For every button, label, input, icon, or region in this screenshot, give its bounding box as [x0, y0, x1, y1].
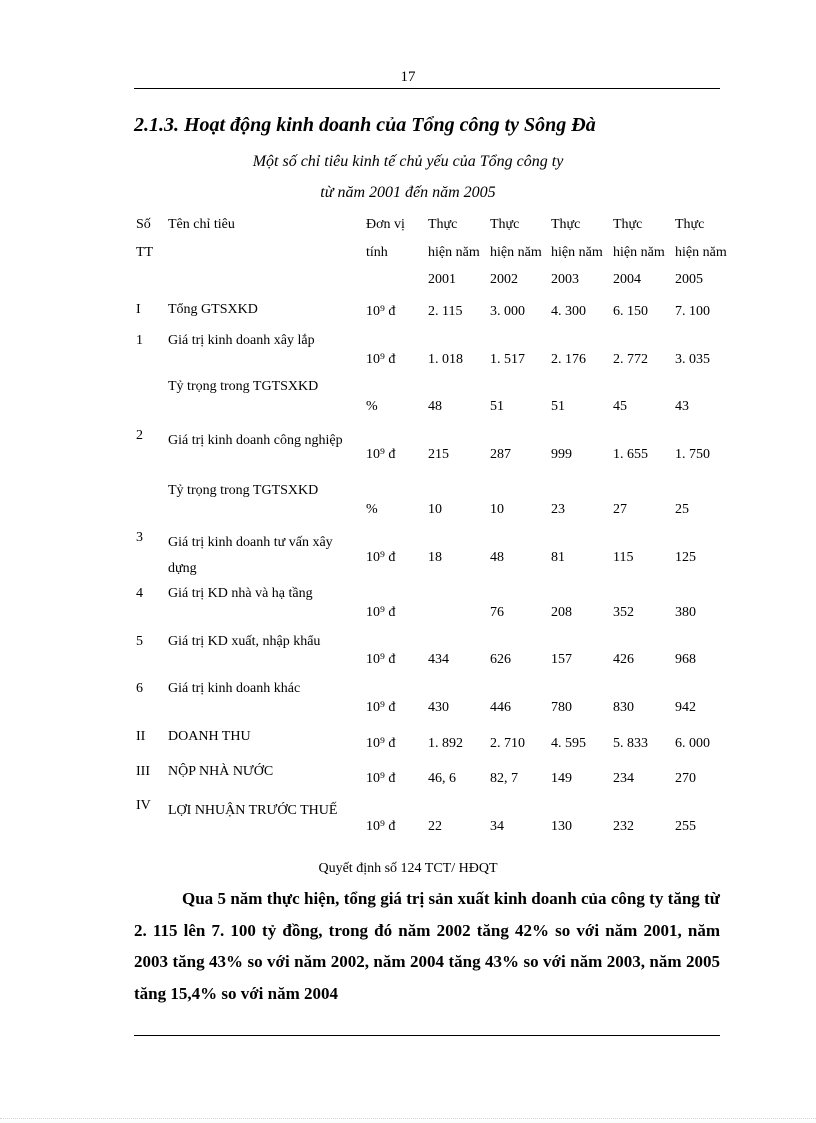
section-heading: 2.1.3. Hoạt động kinh doanh của Tổng công ty Sông Đà	[134, 114, 596, 136]
row-value: 1. 750	[675, 447, 710, 462]
row-indicator-name: Giá trị KD nhà và hạ tầng	[168, 586, 313, 601]
row-value: 434	[428, 652, 449, 667]
row-value: 3. 000	[490, 304, 525, 319]
row-value: 46, 6	[428, 771, 456, 786]
row-value: 6. 150	[613, 304, 648, 319]
row-value: 352	[613, 605, 634, 620]
header-year-label: Thực	[428, 217, 458, 232]
row-value: 51	[490, 399, 504, 414]
row-value: 4. 595	[551, 736, 586, 751]
header-year: 2001	[428, 272, 456, 287]
header-year-label: Thực	[675, 217, 705, 232]
row-value: 10	[490, 502, 504, 517]
row-stt: 1	[136, 333, 143, 348]
header-year-label: hiện năm	[428, 245, 480, 260]
row-stt: 3	[136, 530, 143, 545]
row-indicator-name: Tổng GTSXKD	[168, 302, 258, 317]
row-value: 6. 000	[675, 736, 710, 751]
row-value: 48	[490, 550, 504, 565]
row-value: 149	[551, 771, 572, 786]
row-value: 1. 892	[428, 736, 463, 751]
row-value: 426	[613, 652, 634, 667]
page-number: 17	[400, 69, 416, 85]
row-value: 34	[490, 819, 504, 834]
row-value: 287	[490, 447, 511, 462]
row-stt: II	[136, 729, 146, 744]
row-unit: %	[366, 502, 378, 517]
header-year-label: hiện năm	[551, 245, 603, 260]
header-unit: tính	[366, 245, 388, 260]
row-indicator-name: Tỷ trọng trong TGTSXKD	[168, 483, 319, 498]
header-year: 2005	[675, 272, 703, 287]
row-value: 125	[675, 550, 696, 565]
header-year-label: hiện năm	[613, 245, 665, 260]
row-unit: 10⁹ đ	[366, 819, 396, 834]
row-value: 2. 115	[428, 304, 463, 319]
row-stt: 2	[136, 428, 143, 443]
row-value: 130	[551, 819, 572, 834]
header-year: 2004	[613, 272, 641, 287]
row-value: 76	[490, 605, 504, 620]
header-year-label: hiện năm	[490, 245, 542, 260]
row-indicator-name: LỢI NHUẬN TRƯỚC THUẾ	[168, 803, 338, 818]
row-unit: 10⁹ đ	[366, 771, 396, 786]
row-value: 942	[675, 700, 696, 715]
row-indicator-name: Giá trị kinh doanh công nghiệp	[168, 433, 343, 448]
row-unit: 10⁹ đ	[366, 550, 396, 565]
row-value: 830	[613, 700, 634, 715]
row-value: 3. 035	[675, 352, 710, 367]
row-value: 115	[613, 550, 634, 565]
row-value: 2. 176	[551, 352, 586, 367]
row-value: 1. 655	[613, 447, 648, 462]
row-indicator-name: NỘP NHÀ NƯỚC	[168, 764, 274, 779]
row-value: 430	[428, 700, 449, 715]
row-value: 157	[551, 652, 572, 667]
row-indicator-name: Tỷ trọng trong TGTSXKD	[168, 379, 319, 394]
row-value: 380	[675, 605, 696, 620]
row-value: 1. 018	[428, 352, 463, 367]
row-value: 23	[551, 502, 565, 517]
row-value: 999	[551, 447, 572, 462]
row-value: 81	[551, 550, 565, 565]
row-stt: 4	[136, 586, 143, 601]
row-indicator-name: DOANH THU	[168, 729, 251, 744]
header-year-label: Thực	[613, 217, 643, 232]
row-stt: 6	[136, 681, 143, 696]
header-stt: Số	[136, 217, 151, 232]
table-caption-line1: Một số chỉ tiêu kinh tế chủ yếu của Tổng công ty	[252, 153, 564, 170]
row-value: 2. 772	[613, 352, 648, 367]
row-value: 780	[551, 700, 572, 715]
row-value: 2. 710	[490, 736, 525, 751]
row-unit: 10⁹ đ	[366, 700, 396, 715]
source-note: Quyết định số 124 TCT/ HĐQT	[318, 861, 498, 876]
row-unit: %	[366, 399, 378, 414]
row-stt: III	[136, 764, 150, 779]
row-unit: 10⁹ đ	[366, 605, 396, 620]
header-year: 2002	[490, 272, 518, 287]
row-value: 27	[613, 502, 627, 517]
row-value: 1. 517	[490, 352, 525, 367]
row-value: 48	[428, 399, 442, 414]
header-year-label: hiện năm	[675, 245, 727, 260]
row-value: 45	[613, 399, 627, 414]
row-value: 446	[490, 700, 511, 715]
row-value: 43	[675, 399, 689, 414]
header-unit: Đơn vị	[366, 217, 405, 232]
row-indicator-name: Giá trị kinh doanh tư vấn xây dựng	[168, 535, 333, 576]
row-value: 234	[613, 771, 634, 786]
footer-rule	[134, 1035, 720, 1036]
row-value: 626	[490, 652, 511, 667]
row-stt: 5	[136, 634, 143, 649]
header-year-label: Thực	[551, 217, 581, 232]
row-value: 4. 300	[551, 304, 586, 319]
row-value: 270	[675, 771, 696, 786]
row-unit: 10⁹ đ	[366, 304, 396, 319]
header-year: 2003	[551, 272, 579, 287]
row-unit: 10⁹ đ	[366, 652, 396, 667]
row-indicator-name: Giá trị KD xuất, nhập khẩu	[168, 634, 321, 649]
row-indicator-name: Giá trị kinh doanh khác	[168, 681, 301, 696]
row-value: 25	[675, 502, 689, 517]
table-caption-line2: từ năm 2001 đến năm 2005	[320, 184, 496, 201]
row-value: 5. 833	[613, 736, 648, 751]
row-unit: 10⁹ đ	[366, 352, 396, 367]
row-value: 51	[551, 399, 565, 414]
row-value: 208	[551, 605, 572, 620]
header-indicator-name: Tên chỉ tiêu	[168, 217, 235, 232]
row-value: 255	[675, 819, 696, 834]
row-unit: 10⁹ đ	[366, 447, 396, 462]
row-value: 10	[428, 502, 442, 517]
row-value: 82, 7	[490, 771, 518, 786]
body-paragraph: Qua 5 năm thực hiện, tổng giá trị sản xuất kinh doanh của công ty tăng từ 2. 115 lên 7. 100 tỷ đồng, trong đó năm 2002 tăng 42% so với năm 2001, năm 2003 tăng 43% so với năm 2002, năm 2004 tăng 43% so với năm 2003, năm 2005 tăng 15,4% so với năm 2004	[134, 889, 720, 1003]
row-stt: I	[136, 302, 141, 317]
row-value: 968	[675, 652, 696, 667]
row-indicator-name: Giá trị kinh doanh xây lắp	[168, 333, 315, 348]
row-stt: IV	[136, 798, 151, 813]
header-rule	[134, 88, 720, 89]
row-value: 22	[428, 819, 442, 834]
row-unit: 10⁹ đ	[366, 736, 396, 751]
row-value: 232	[613, 819, 634, 834]
header-stt: TT	[136, 245, 154, 260]
header-year-label: Thực	[490, 217, 520, 232]
row-value: 7. 100	[675, 304, 710, 319]
page-edge	[0, 1118, 816, 1119]
row-value: 18	[428, 550, 442, 565]
row-value: 215	[428, 447, 449, 462]
